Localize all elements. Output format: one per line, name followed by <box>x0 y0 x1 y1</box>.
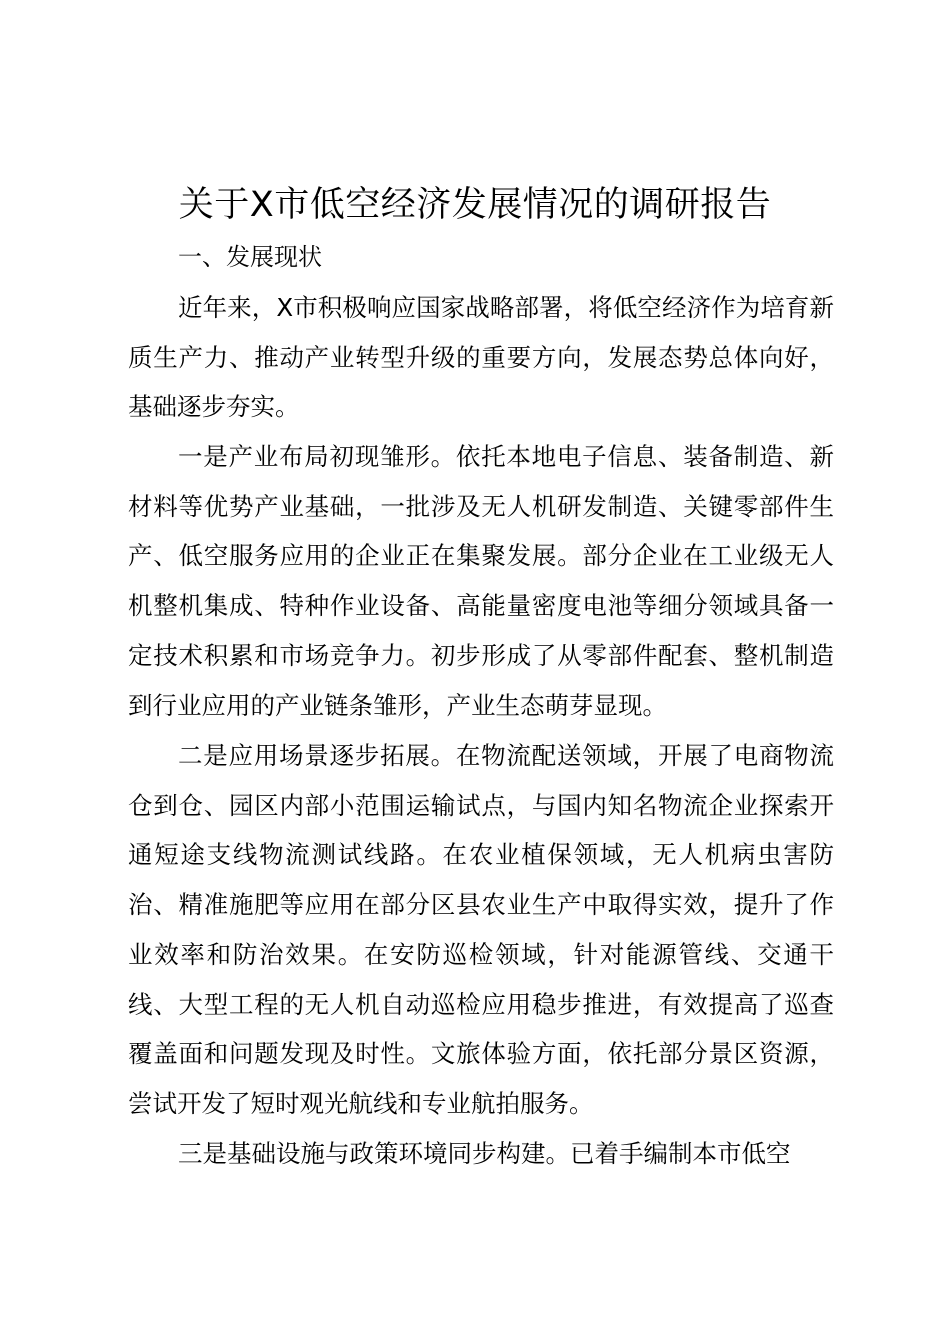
paragraph-infrastructure-policy: 三是基础设施与政策环境同步构建。已着手编制本市低空 <box>178 1139 791 1168</box>
section-heading: 一、发展现状 <box>178 243 322 271</box>
document-title: 关于X市低空经济发展情况的调研报告 <box>178 185 772 225</box>
paragraph-application-scenarios: 二是应用场景逐步拓展。在物流配送领域，开展了电商物流仓到仓、园区内部小范围运输试点，与国内知名物流企业探索开通短途支线物流测试线路。在农业植保领域，无人机病虫害防治、精准施肥等应用在部分区县农业生产中取得实效，提升了作业效率和防治效果。在安防巡检领域，针对能源管线、交通干线、大型工程的无人机自动巡检应用稳步推进，有效提高了巡查覆盖面和问题发现及时性。文旅体验方面，依托部分景区资源，尝试开发了短时观光航线和专业航拍服务。 <box>128 741 834 1118</box>
paragraph-industry-layout: 一是产业布局初现雏形。依托本地电子信息、装备制造、新材料等优势产业基础，一批涉及无人机研发制造、关键零部件生产、低空服务应用的企业正在集聚发展。部分企业在工业级无人机整机集成、特种作业设备、高能量密度电池等细分领域具备一定技术积累和市场竞争力。初步形成了从零部件配套、整机制造到行业应用的产业链条雏形，产业生态萌芽显现。 <box>128 442 834 720</box>
paragraph-intro: 近年来，X市积极响应国家战略部署，将低空经济作为培育新质生产力、推动产业转型升级的重要方向，发展态势总体向好，基础逐步夯实。 <box>128 293 834 422</box>
